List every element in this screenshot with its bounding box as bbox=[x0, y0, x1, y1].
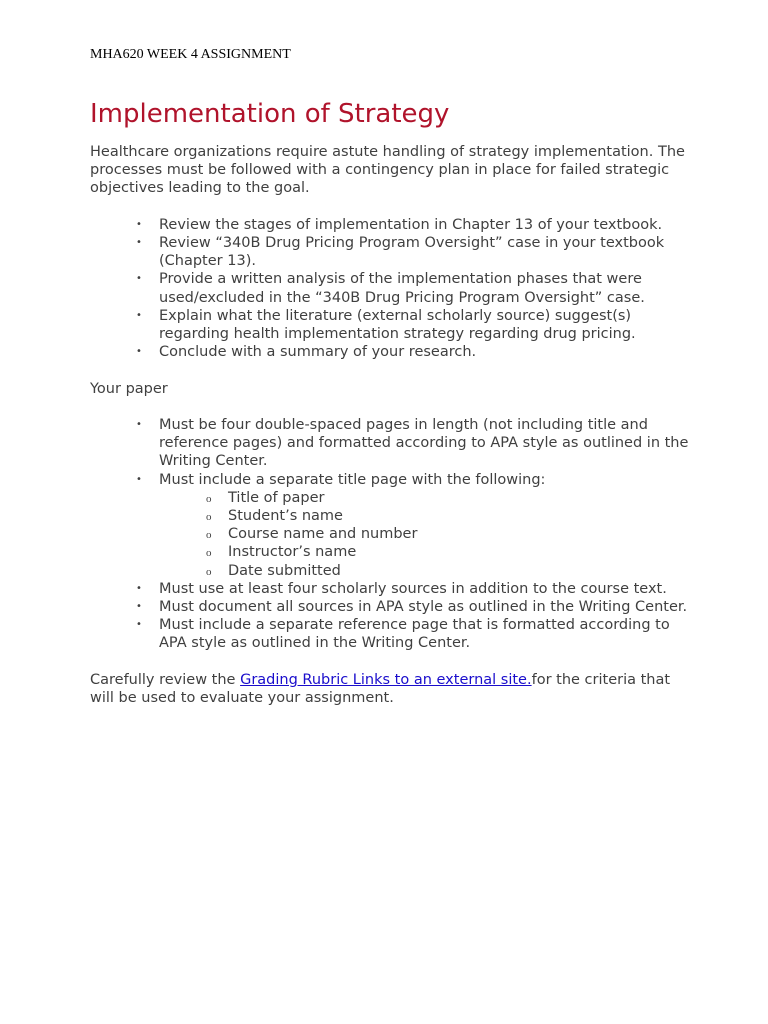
closing-text-before: Carefully review the bbox=[90, 671, 241, 688]
title-page-item bbox=[206, 525, 690, 543]
circle-bullet-icon: o bbox=[206, 565, 212, 578]
title-page-item-text: Date submitted bbox=[228, 562, 341, 579]
title-page-item-text: Instructor’s name bbox=[228, 544, 357, 561]
requirement-item bbox=[136, 471, 690, 580]
task-list bbox=[90, 216, 690, 362]
task-item bbox=[136, 307, 690, 343]
task-text: Review “340B Drug Pricing Program Oversight” case in your textbook (Chapter 13). bbox=[159, 235, 665, 270]
requirement-item bbox=[136, 598, 690, 616]
task-text: Conclude with a summary of your research. bbox=[159, 344, 477, 361]
requirement-item bbox=[136, 416, 690, 471]
title-page-items bbox=[159, 489, 690, 580]
bullet-icon: • bbox=[136, 582, 142, 594]
requirement-item bbox=[136, 580, 690, 598]
circle-bullet-icon: o bbox=[206, 492, 212, 505]
requirement-text: Must include a separate title page with the following: bbox=[159, 471, 546, 488]
document-body bbox=[90, 143, 690, 707]
bullet-icon: • bbox=[136, 419, 142, 430]
requirement-item bbox=[136, 616, 690, 652]
task-item bbox=[136, 216, 690, 234]
document-title: Implementation of Strategy bbox=[90, 99, 450, 129]
task-item bbox=[136, 343, 690, 361]
requirement-text: Must be four double-spaced pages in length (not including title and reference pages) and formatted according to APA style as outlined in the Writing Center. bbox=[159, 417, 689, 470]
intro-paragraph: Healthcare organizations require astute handling of strategy implementation. The processes must be followed with a contingency plan in place for failed strategic objectives leading to the goal. bbox=[90, 144, 685, 197]
requirement-text: Must use at least four scholarly sources in addition to the course text. bbox=[159, 580, 667, 597]
requirements-list bbox=[90, 416, 690, 653]
title-page-item bbox=[206, 489, 690, 507]
paper-label: Your paper bbox=[90, 380, 168, 397]
requirement-text: Must include a separate reference page that is formatted according to APA style as outlined in the Writing Center. bbox=[159, 617, 670, 652]
requirement-text: Must document all sources in APA style as outlined in the Writing Center. bbox=[159, 599, 688, 616]
circle-bullet-icon: o bbox=[206, 511, 212, 524]
title-page-item bbox=[206, 507, 690, 525]
bullet-icon: • bbox=[136, 619, 142, 631]
bullet-icon: • bbox=[136, 346, 142, 358]
title-page-item bbox=[206, 543, 690, 561]
title-page-item-text: Course name and number bbox=[228, 526, 418, 543]
task-text: Provide a written analysis of the implementation phases that were used/excluded in the “340B Drug Pricing Program Oversight” case. bbox=[159, 271, 645, 306]
closing-text-after: for the criteria that will be used to evaluate your assignment. bbox=[90, 671, 671, 707]
task-item bbox=[136, 270, 690, 306]
bullet-icon: • bbox=[136, 273, 142, 285]
grading-rubric-link[interactable]: Grading Rubric Links to an external site. bbox=[240, 671, 532, 688]
closing-paragraph bbox=[90, 671, 690, 707]
bullet-icon: • bbox=[136, 218, 142, 230]
task-text: Review the stages of implementation in Chapter 13 of your textbook. bbox=[159, 216, 663, 233]
circle-bullet-icon: o bbox=[206, 547, 212, 560]
task-item bbox=[136, 234, 690, 270]
bullet-icon: • bbox=[136, 309, 142, 321]
bullet-icon: • bbox=[136, 601, 142, 613]
circle-bullet-icon: o bbox=[206, 529, 212, 542]
bullet-icon: • bbox=[136, 473, 142, 485]
task-text: Explain what the literature (external scholarly source) suggest(s) regarding health implementation strategy regarding drug pricing. bbox=[159, 307, 636, 343]
title-page-item-text: Student’s name bbox=[228, 508, 343, 525]
bullet-icon: • bbox=[136, 237, 142, 248]
title-page-item bbox=[206, 562, 690, 580]
title-page-item-text: Title of paper bbox=[228, 489, 325, 506]
document-header: MHA620 WEEK 4 ASSIGNMENT bbox=[90, 47, 291, 62]
